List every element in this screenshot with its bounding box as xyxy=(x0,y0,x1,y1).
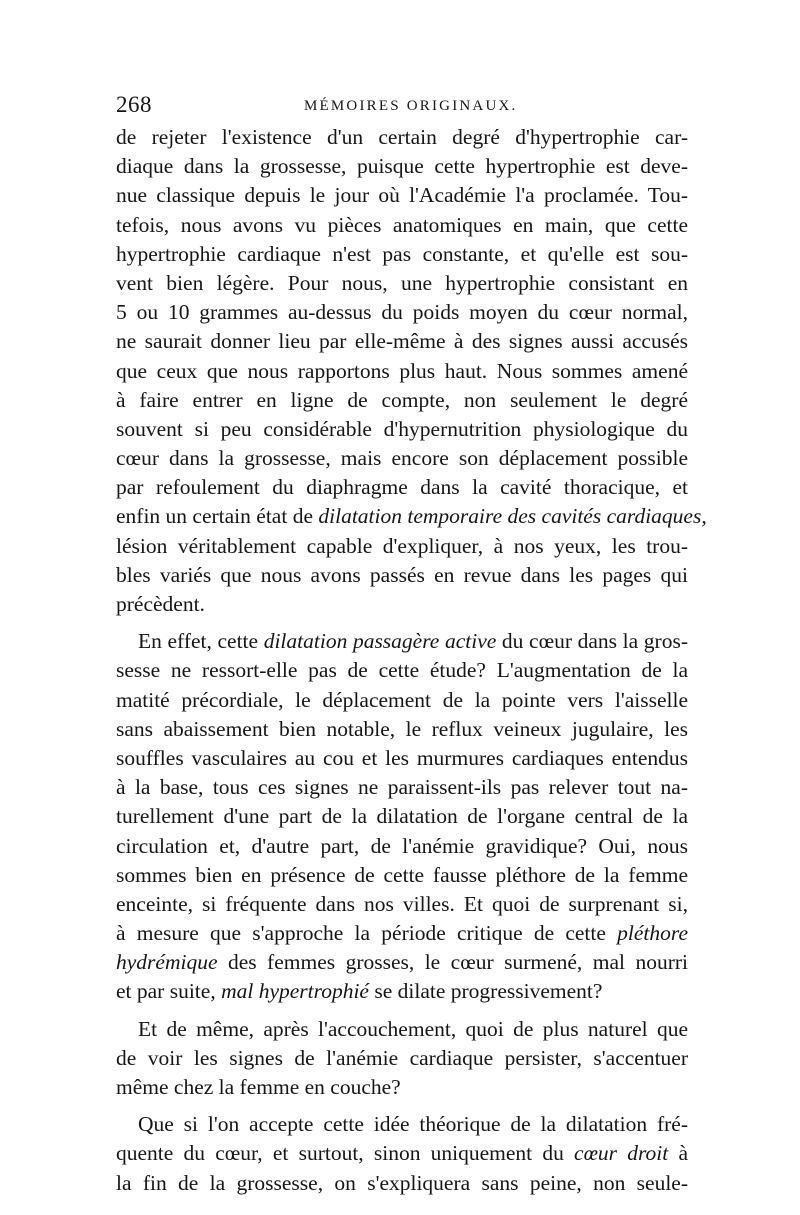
text-line: souvent si peu considérable d'hypernutrition physiologique du xyxy=(116,416,688,441)
text-line: même chez la femme en couche? xyxy=(116,1075,401,1099)
text-line: nue classique depuis le jour où l'Académie l'a proclamée. Tou- xyxy=(116,183,688,208)
text-segment: des femmes grosses, le cœur surmené, mal nourri xyxy=(217,950,688,975)
text-segment: à xyxy=(668,1141,688,1166)
text-line: par refoulement du diaphragme dans la cavité thoracique, et xyxy=(116,475,688,500)
text-line xyxy=(116,627,688,656)
paragraph-1 xyxy=(116,123,707,619)
text-segment: se dilate progressivement? xyxy=(368,979,603,1004)
text-line: vent bien légère. Pour nous, une hypertrophie consistant en xyxy=(116,270,688,295)
text-line: sans abaissement bien notable, le reflux veineux jugulaire, les xyxy=(116,716,688,741)
text-line: de voir les signes de l'anémie cardiaque persister, s'accentuer xyxy=(116,1045,688,1070)
text-line: la fin de la grossesse, on s'expliquera sans peine, non seule- xyxy=(116,1170,688,1195)
text-line: matité précordiale, le déplacement de la pointe vers l'aisselle xyxy=(116,687,688,712)
text-line xyxy=(116,948,688,977)
text-segment: En effet, cette xyxy=(138,629,264,654)
paragraph-4 xyxy=(116,1110,688,1198)
running-title: MÉMOIRES ORIGINAUX. xyxy=(304,98,518,114)
page-number: 268 xyxy=(116,92,152,117)
text-line: tefois, nous avons vu pièces anatomiques en main, que cette xyxy=(116,212,688,237)
italic-phrase: hydrémique xyxy=(116,950,218,975)
text-line xyxy=(116,502,707,531)
text-line: cœur dans la grossesse, mais encore son déplacement possible xyxy=(116,446,688,471)
text-line: sommes bien en présence de cette fausse pléthore de la femme xyxy=(116,862,688,887)
italic-phrase: dilatation temporaire des cavités cardiaques xyxy=(318,504,702,529)
text-segment: quente du cœur, et surtout, sinon uniquement du xyxy=(116,1141,575,1166)
text-line: souffles vasculaires au cou et les murmures cardiaques entendus xyxy=(116,745,688,770)
italic-phrase: dilatation passagère active xyxy=(263,629,497,654)
text-line: à la base, tous ces signes ne paraissent-ils pas relever tout na- xyxy=(116,775,688,800)
paragraph-3 xyxy=(116,1015,688,1103)
text-line xyxy=(116,1139,688,1168)
italic-phrase: pléthore xyxy=(617,921,688,946)
italic-phrase: mal hypertrophié xyxy=(221,979,369,1004)
paragraph-2 xyxy=(116,627,688,1006)
text-line: Et de même, après l'accouchement, quoi de plus naturel que xyxy=(138,1016,688,1041)
text-line: bles variés que nous avons passés en revue dans les pages qui xyxy=(116,562,688,587)
text-line: turellement d'une part de la dilatation de l'organe central de la xyxy=(116,804,688,829)
text-line xyxy=(116,977,688,1006)
text-line: à faire entrer en ligne de compte, non seulement le degré xyxy=(116,387,688,412)
text-segment: du cœur dans la gros- xyxy=(496,629,688,654)
text-line: Que si l'on accepte cette idée théorique de la dilatation fré- xyxy=(138,1112,688,1137)
text-segment: à mesure que s'approche la période critique de cette xyxy=(116,921,618,946)
text-line: lésion véritablement capable d'expliquer, à nos yeux, les trou- xyxy=(116,533,688,558)
running-head xyxy=(116,92,696,122)
text-line: précèdent. xyxy=(116,592,205,616)
italic-phrase: cœur droit xyxy=(574,1141,669,1166)
text-line: circulation et, d'autre part, de l'anémie gravidique? Oui, nous xyxy=(116,833,688,858)
text-line: ne saurait donner lieu par elle-même à des signes aussi accusés xyxy=(116,329,688,354)
text-line: diaque dans la grossesse, puisque cette hypertrophie est deve- xyxy=(116,154,688,179)
text-segment: enfin un certain état de xyxy=(116,504,319,529)
text-line xyxy=(116,919,688,948)
text-line: sesse ne ressort-elle pas de cette étude? L'augmentation de la xyxy=(116,658,688,683)
text-line: 5 ou 10 grammes au-dessus du poids moyen du cœur normal, xyxy=(116,300,688,325)
text-line: enceinte, si fréquente dans nos villes. Et quoi de surprenant si, xyxy=(116,891,688,916)
text-line: que ceux que nous rapportons plus haut. Nous sommes amené xyxy=(116,358,688,383)
body-text xyxy=(116,123,707,1198)
text-segment: et par suite, xyxy=(116,979,222,1004)
text-segment: , xyxy=(701,504,707,529)
text-line: hypertrophie cardiaque n'est pas constante, et qu'elle est sou- xyxy=(116,241,688,266)
text-line: de rejeter l'existence d'un certain degré d'hypertrophie car- xyxy=(116,125,688,149)
